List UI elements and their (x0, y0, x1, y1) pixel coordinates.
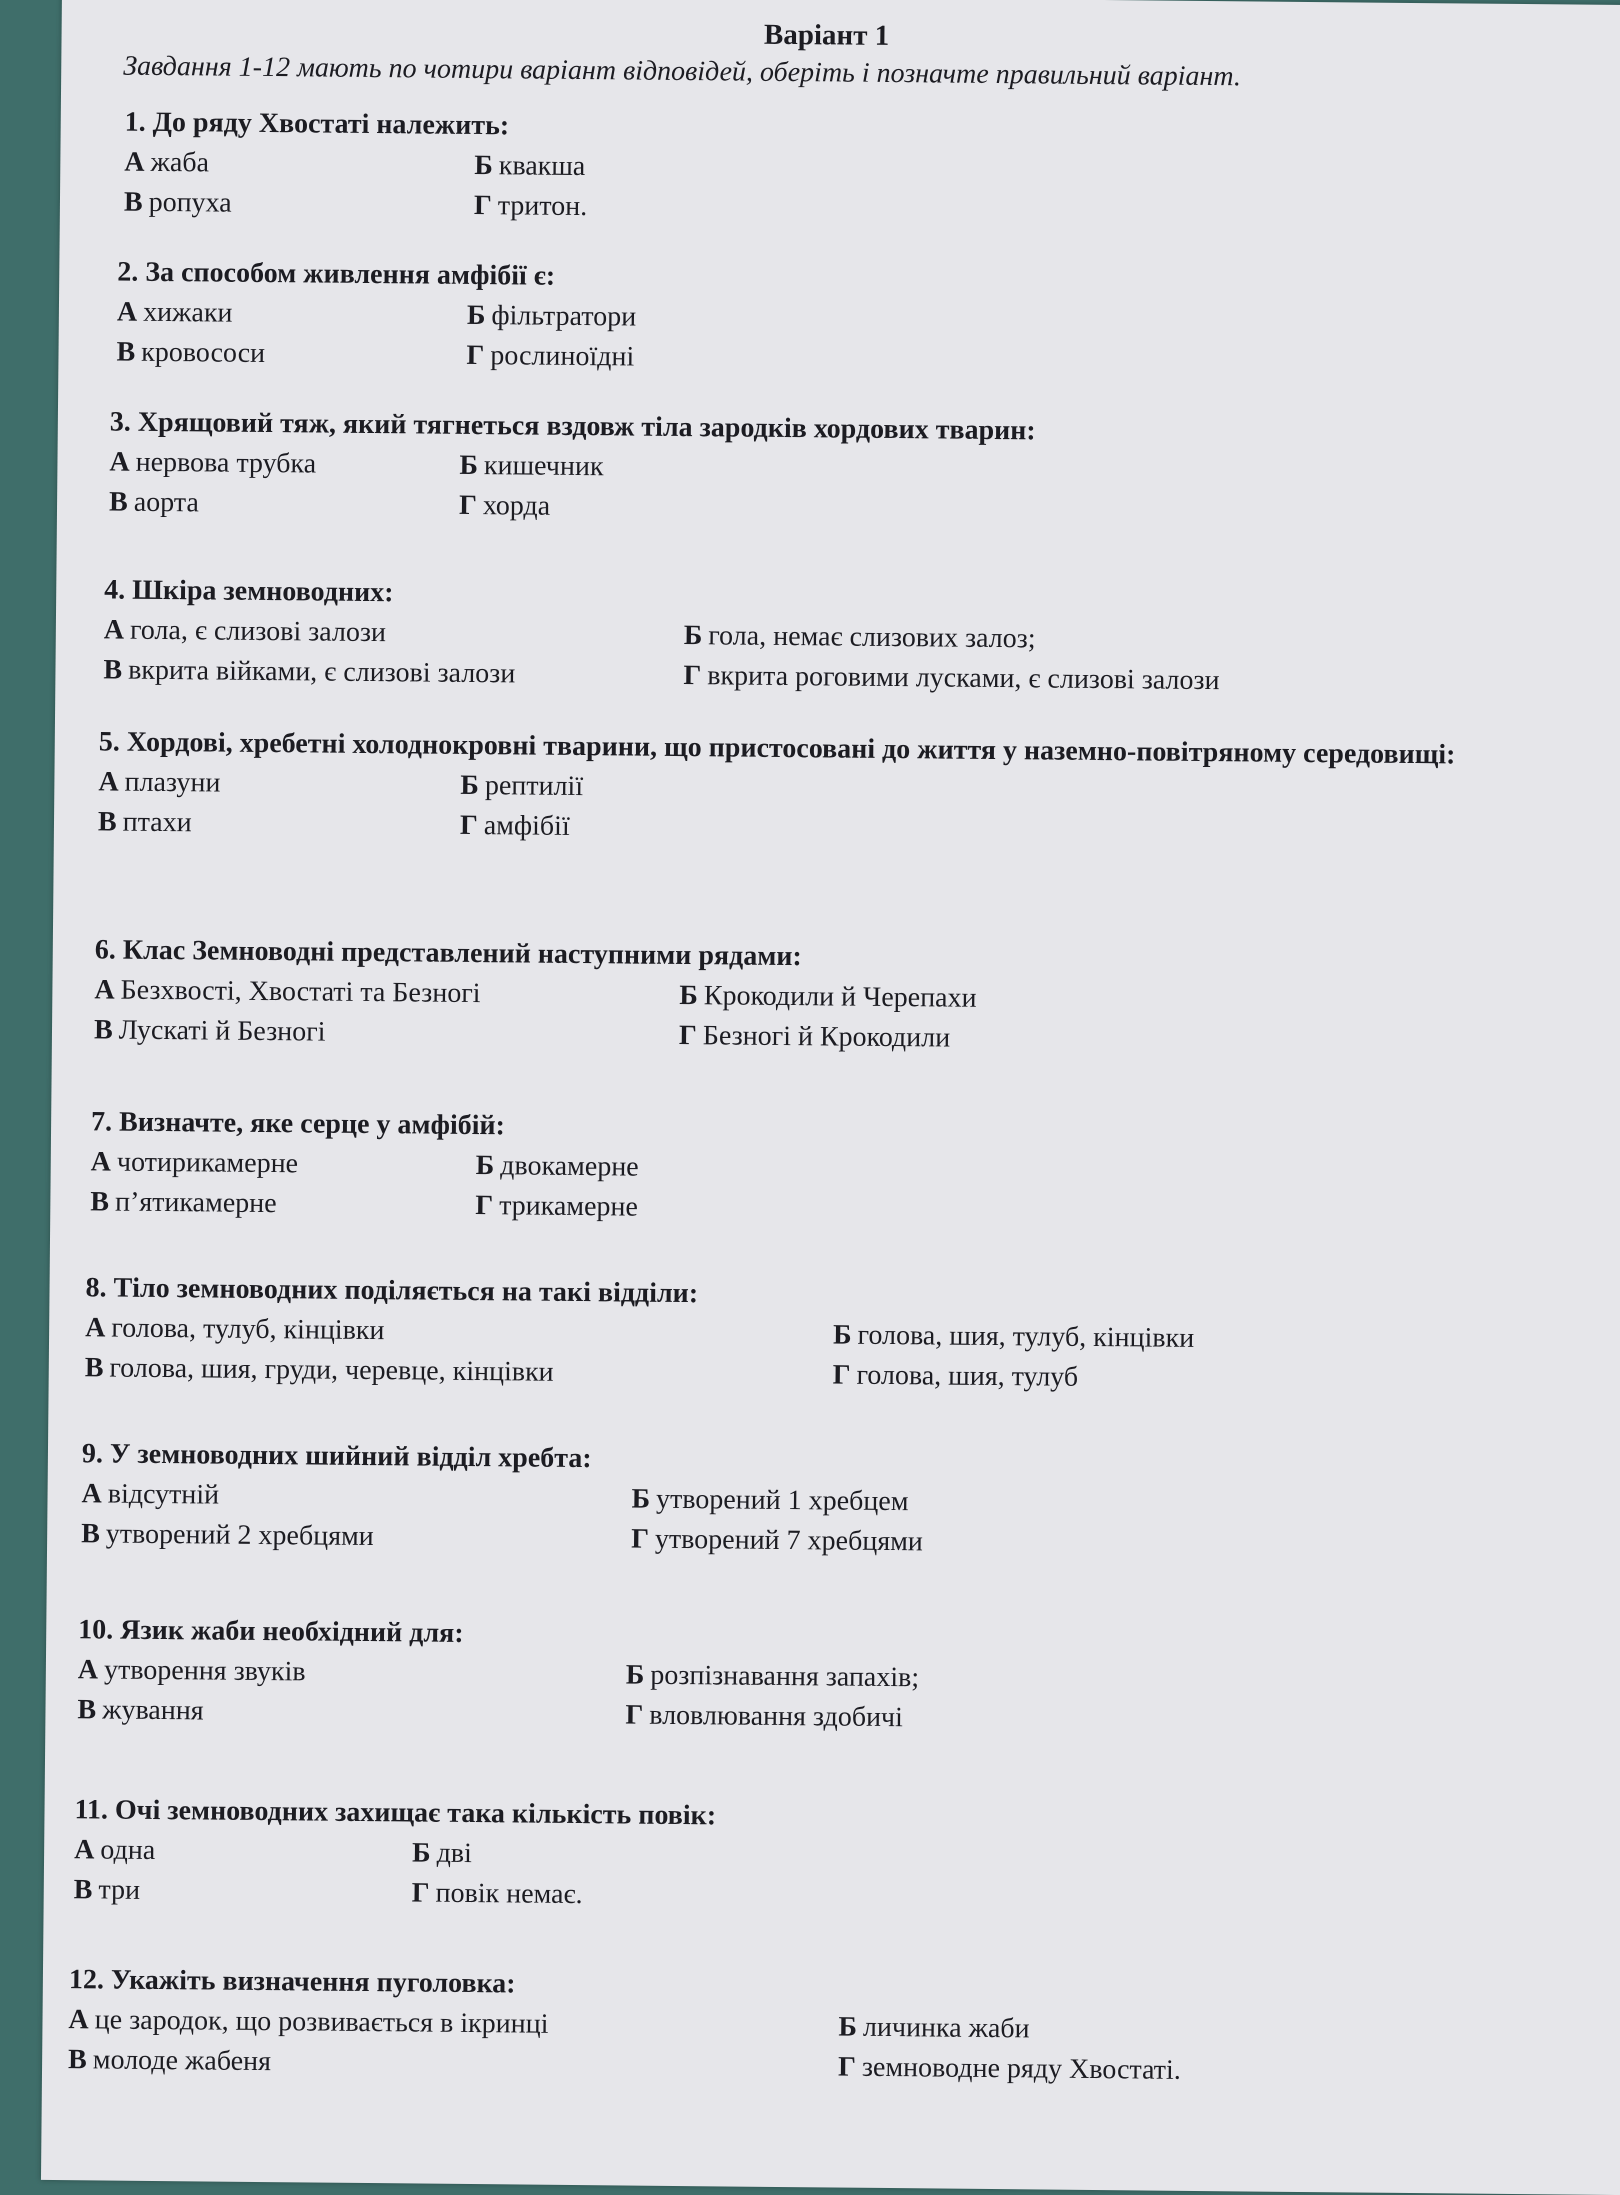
option-text: відсутній (107, 1478, 220, 1511)
option-letter: Б (460, 769, 480, 802)
answer-option[interactable] (109, 482, 199, 523)
option-text: фільтратори (491, 300, 637, 333)
answer-option[interactable] (104, 610, 386, 653)
answer-option[interactable] (459, 446, 603, 487)
answer-options (90, 1142, 1531, 1236)
option-text: Безногі й Крокодили (702, 1020, 951, 1054)
question-5 (98, 722, 1589, 856)
question-text: 2. За способом живлення амфібії є: (117, 256, 556, 292)
question-text: 1. До ряду Хвостаті належить: (124, 106, 510, 142)
option-letter: А (124, 146, 145, 178)
answer-option[interactable] (94, 1010, 326, 1052)
option-letter: Г (832, 1359, 851, 1391)
question-text: 4. Шкіра земноводних: (104, 574, 394, 609)
answer-options (103, 610, 1544, 704)
answer-options (98, 762, 1589, 856)
answer-option[interactable] (124, 183, 232, 224)
answer-option[interactable] (684, 616, 1036, 659)
option-letter: Г (475, 1190, 494, 1222)
answer-option[interactable] (679, 1016, 951, 1059)
option-text: вкрита роговими лусками, є слизові залози (707, 660, 1220, 697)
option-text: голова, шия, тулуб (856, 1359, 1079, 1393)
question-text: 3. Хрящовий тяж, який тягнеться вздовж тіла зародків хордових тварин: (109, 406, 1036, 447)
option-letter: А (116, 296, 138, 328)
option-letter: Б (683, 619, 703, 652)
question-text: 6. Клас Земноводні представлений наступними рядами: (94, 934, 802, 973)
option-letter: А (98, 766, 119, 798)
answer-options (68, 2000, 1509, 2094)
option-letter: Г (459, 809, 478, 842)
question-2 (116, 253, 1557, 387)
option-text: п’ятикамерне (114, 1186, 277, 1220)
option-letter: А (109, 446, 130, 478)
option-text: трикамерне (499, 1190, 639, 1223)
answer-option[interactable] (78, 1650, 306, 1692)
question-1 (124, 103, 1565, 237)
option-text: жування (102, 1694, 204, 1727)
option-letter: А (103, 614, 125, 646)
option-text: Лускаті й Безногі (118, 1014, 326, 1048)
option-text: повік немає. (435, 1877, 583, 1911)
answer-option[interactable] (74, 1870, 141, 1911)
option-letter: Б (631, 1483, 651, 1515)
answer-options (77, 1650, 1518, 1744)
answer-option[interactable] (412, 1833, 472, 1874)
answer-option[interactable] (476, 1146, 639, 1188)
option-letter: Б (411, 1837, 431, 1869)
answer-option[interactable] (98, 802, 192, 843)
option-text: утворення звуків (103, 1654, 306, 1688)
option-text: молоде жабеня (92, 2044, 272, 2078)
question-text: 7. Визначте, яке серце у амфібій: (90, 1106, 506, 1142)
option-text: амфібії (483, 810, 570, 842)
answer-option[interactable] (103, 650, 515, 694)
answer-option[interactable] (74, 1830, 155, 1871)
option-letter: В (108, 486, 128, 518)
option-letter: В (90, 1186, 110, 1218)
option-letter: В (97, 806, 117, 838)
option-letter: Г (837, 2051, 857, 2083)
question-text: 8. Тіло земноводних поділяється на такі відділи: (85, 1272, 699, 1310)
option-letter: Г (678, 1019, 697, 1052)
option-letter: Г (466, 339, 485, 372)
option-text: рослиноїдні (490, 340, 635, 373)
answer-options (109, 442, 1550, 536)
option-text: личинка жаби (862, 2011, 1030, 2045)
option-text: птахи (122, 806, 192, 839)
option-text: це зародок, що розвивається в ікринці (94, 2004, 549, 2040)
answer-option[interactable] (467, 296, 637, 338)
answer-option[interactable] (91, 1142, 299, 1184)
answer-option[interactable] (77, 1690, 204, 1731)
option-letter: А (68, 2004, 89, 2036)
option-letter: Б (838, 2011, 858, 2043)
option-text: жаба (150, 146, 210, 179)
answer-option[interactable] (626, 1655, 920, 1698)
option-letter: Г (631, 1523, 650, 1555)
question-8 (85, 1268, 1526, 1402)
answer-option[interactable] (679, 976, 977, 1019)
answer-option[interactable] (68, 2040, 271, 2082)
option-text: хорда (482, 490, 551, 522)
option-text: утворений 1 хребцем (655, 1483, 909, 1518)
option-letter: Г (411, 1877, 430, 1909)
option-letter: Г (458, 489, 478, 522)
answer-options (74, 1830, 1515, 1924)
option-text: чотирикамерне (116, 1146, 299, 1180)
option-text: Безхвості, Хвостаті та Безногі (120, 974, 481, 1010)
question-text: 5. Хордові, хребетні холоднокровні тварини, що пристосовані до життя у наземно-повітряному середовищі: (98, 726, 1456, 771)
option-text: розпізнавання запахів; (650, 1659, 920, 1694)
option-text: Крокодили й Черепахи (703, 980, 977, 1014)
option-text: нервова трубка (135, 446, 317, 480)
option-letter: Б (679, 979, 699, 1012)
answer-option[interactable] (81, 1514, 374, 1557)
option-letter: А (94, 974, 115, 1006)
option-text: голова, шия, тулуб, кінцівки (857, 1319, 1195, 1354)
answer-option[interactable] (838, 2008, 1030, 2050)
answer-option[interactable] (460, 806, 570, 847)
option-letter: Б (474, 149, 493, 182)
option-text: гола, є слизові залози (129, 614, 387, 649)
question-11 (74, 1790, 1515, 1924)
answer-option[interactable] (85, 1308, 385, 1351)
option-letter: Г (473, 189, 492, 222)
option-letter: А (77, 1654, 99, 1686)
option-letter: В (73, 1874, 93, 1906)
answer-option[interactable] (117, 293, 233, 334)
instructions: Завдання 1-12 мають по чотири варіант відповідей, оберіть і позначте правильний варіант. (123, 50, 1242, 93)
answer-option[interactable] (90, 1182, 277, 1224)
answer-option[interactable] (116, 333, 265, 374)
option-letter: А (81, 1478, 102, 1510)
answer-option[interactable] (124, 143, 209, 184)
option-text: вкрита війками, є слизові залози (128, 654, 516, 690)
answer-options (85, 1308, 1526, 1402)
answer-option[interactable] (625, 1695, 903, 1738)
option-letter: В (81, 1518, 101, 1550)
option-text: земноводне ряду Хвостаті. (861, 2051, 1181, 2086)
answer-options (81, 1474, 1522, 1568)
option-letter: Г (683, 659, 702, 692)
answer-option[interactable] (631, 1480, 908, 1523)
option-letter: Б (625, 1659, 645, 1691)
option-text: утворений 7 хребцями (654, 1523, 924, 1558)
question-6 (94, 930, 1535, 1064)
question-9 (81, 1434, 1522, 1568)
option-text: хижаки (142, 296, 233, 329)
answer-option[interactable] (631, 1520, 923, 1563)
option-letter: Б (832, 1319, 852, 1351)
option-letter: В (77, 1694, 97, 1726)
question-4 (103, 570, 1544, 704)
answer-option[interactable] (81, 1474, 219, 1515)
answer-option[interactable] (109, 442, 316, 484)
option-text: кровососи (141, 336, 266, 369)
answer-option[interactable] (466, 336, 634, 378)
question-text: 11. Очі земноводних захищає така кількість повік: (74, 1794, 717, 1832)
question-text: 12. Укажіть визначення пуголовка: (68, 1964, 516, 2000)
answer-option[interactable] (833, 1315, 1194, 1358)
option-letter: В (103, 654, 123, 686)
option-text: тритон. (497, 190, 588, 223)
option-letter: Б (459, 449, 479, 482)
answer-option[interactable] (98, 762, 220, 803)
option-text: плазуни (124, 766, 221, 799)
option-letter: В (84, 1352, 104, 1384)
answer-option[interactable] (475, 1186, 638, 1228)
answer-options (116, 293, 1557, 387)
option-letter: В (67, 2044, 87, 2076)
option-text: одна (100, 1834, 156, 1866)
option-letter: Г (625, 1699, 644, 1731)
option-text: утворений 2 хребцями (105, 1518, 374, 1553)
option-text: вловлювання здобичі (649, 1699, 904, 1734)
option-letter: А (85, 1312, 106, 1344)
option-letter: В (123, 186, 143, 218)
option-letter: В (93, 1014, 113, 1046)
option-text: голова, шия, груди, черевце, кінцівки (109, 1352, 554, 1388)
option-text: аорта (133, 486, 199, 519)
option-text: рептилії (484, 770, 584, 803)
option-text: три (98, 1874, 141, 1906)
option-text: гола, немає слизових залоз; (708, 620, 1036, 655)
question-3 (109, 402, 1550, 536)
option-text: квакша (498, 150, 586, 183)
option-letter: Б (466, 299, 486, 332)
option-text: ропуха (148, 186, 232, 219)
answer-option[interactable] (459, 486, 550, 527)
answer-options (94, 970, 1535, 1064)
answer-options (124, 143, 1565, 237)
option-text: голова, тулуб, кінцівки (111, 1312, 385, 1347)
answer-option[interactable] (833, 1355, 1079, 1397)
option-text: дві (436, 1837, 473, 1870)
answer-option[interactable] (94, 970, 481, 1014)
variant-title: Варіант 1 (763, 18, 890, 52)
question-text: 9. У земноводних шийний відділ хребта: (81, 1438, 592, 1475)
option-letter: Б (475, 1150, 495, 1182)
answer-option[interactable] (474, 146, 585, 187)
answer-option[interactable] (683, 656, 1219, 701)
option-letter: А (74, 1834, 95, 1866)
test-sheet (41, 0, 1620, 2195)
question-10 (77, 1610, 1518, 1744)
question-7 (90, 1102, 1531, 1236)
answer-option[interactable] (460, 766, 583, 807)
option-text: двокамерне (500, 1150, 639, 1183)
option-letter: В (116, 336, 136, 368)
answer-option[interactable] (412, 1873, 583, 1915)
question-12 (68, 1960, 1509, 2094)
question-text: 10. Язик жаби необхідний для: (78, 1614, 464, 1649)
option-text: кишечник (483, 450, 604, 483)
answer-option[interactable] (85, 1348, 554, 1392)
answer-option[interactable] (68, 2000, 548, 2045)
answer-option[interactable] (838, 2048, 1181, 2091)
answer-option[interactable] (474, 186, 588, 227)
option-letter: А (90, 1146, 112, 1178)
